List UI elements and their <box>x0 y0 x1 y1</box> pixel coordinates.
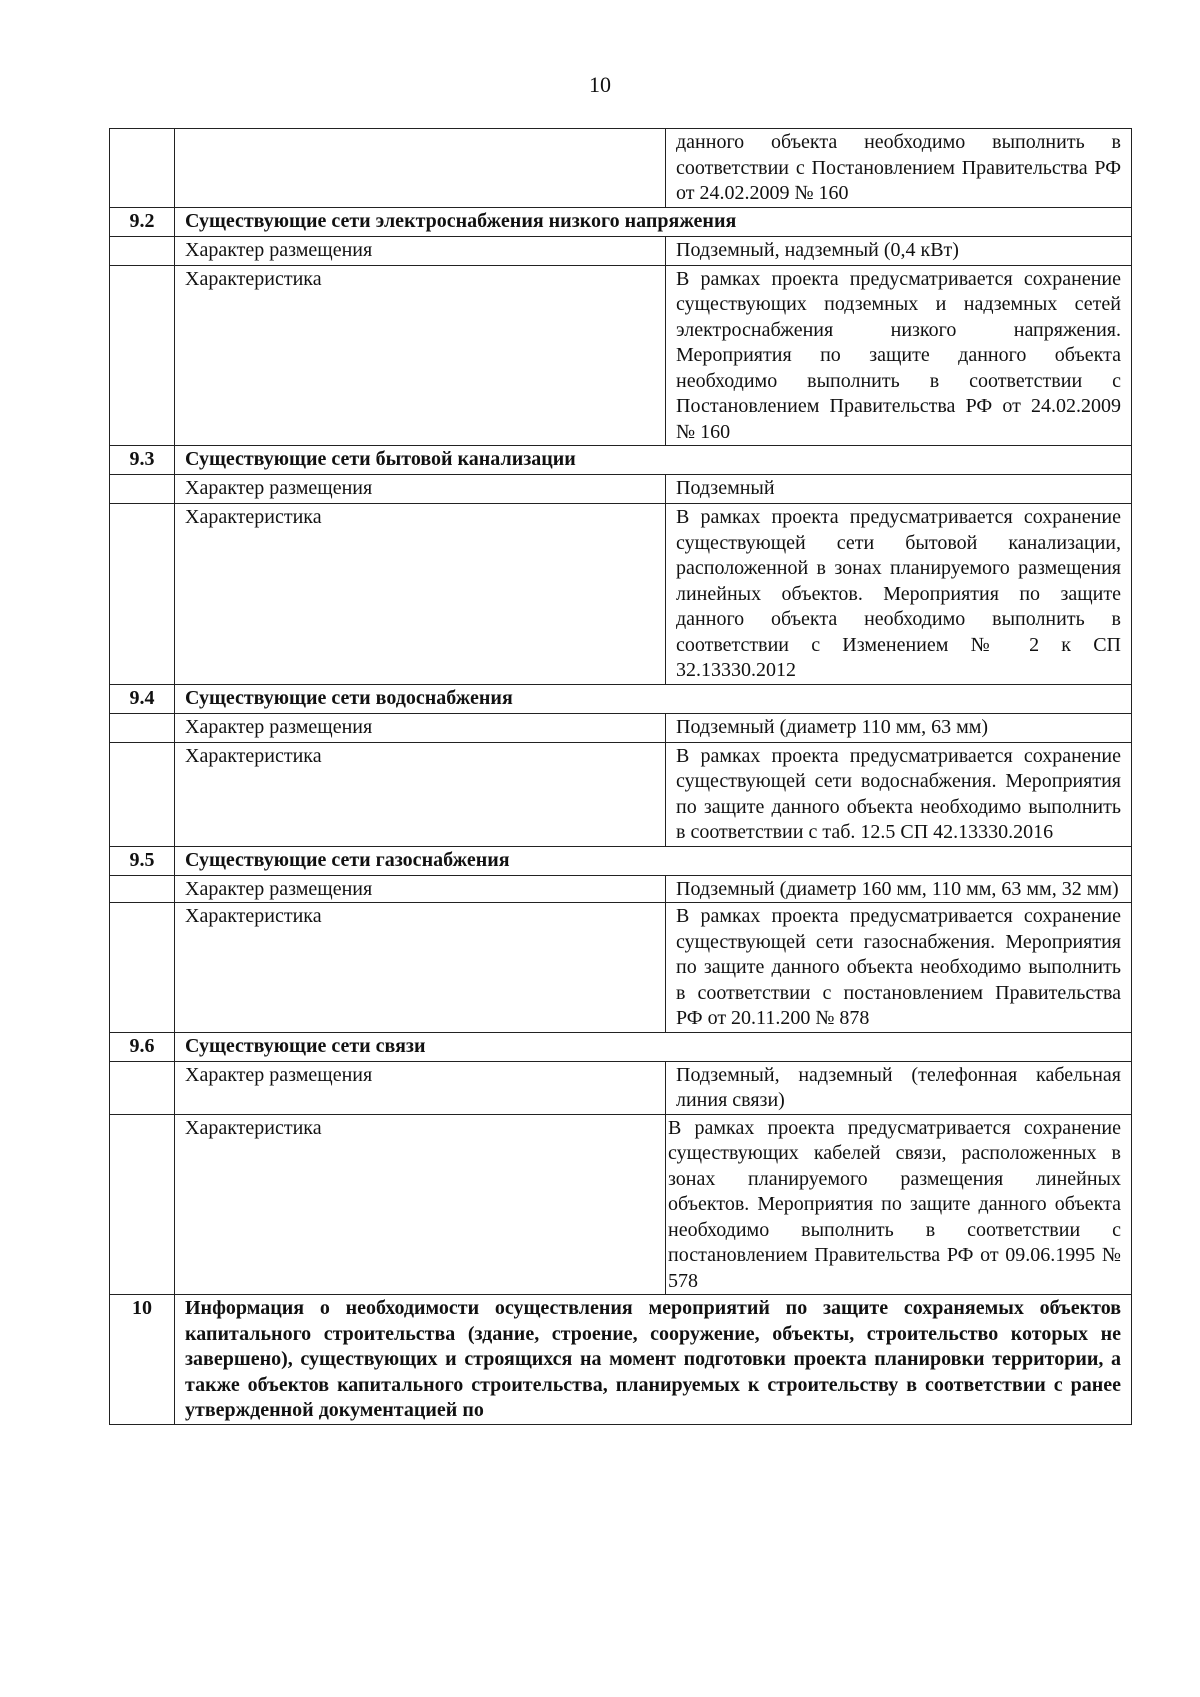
empty-num-cell <box>110 1061 175 1114</box>
characteristic-value: В рамках проекта предусматривается сохранение существующих кабелей связи, расположенных в зонах планируемого размещения линейных объектов. Мероприятия по защите данного объекта необходимо выполнить в соответствии с постановлением Правительства РФ от 09.06.1995 № 578 <box>666 1114 1132 1295</box>
placement-label: Характер размещения <box>175 1061 666 1114</box>
characteristic-row <box>110 742 1132 846</box>
page-number: 10 <box>589 72 611 97</box>
characteristic-value: В рамках проекта предусматривается сохранение существующих подземных и надземных сетей электроснабжения низкого напряжения. Мероприятия по защите данного объекта необходимо выполнить в соответствии с Постановлением Правительства РФ от 24.02.2009 № 160 <box>666 265 1132 446</box>
empty-num-cell <box>110 265 175 446</box>
empty-num-cell <box>110 875 175 903</box>
placement-label: Характер размещения <box>175 713 666 742</box>
placement-value: Подземный <box>666 475 1132 504</box>
characteristic-value: В рамках проекта предусматривается сохранение существующей сети водоснабжения. Мероприятия по защите данного объекта необходимо выполнить в соответствии с таб. 12.5 СП 42.13330.2016 <box>666 742 1132 846</box>
placement-label: Характер размещения <box>175 475 666 504</box>
continuation-num-cell <box>110 129 175 208</box>
empty-num-cell <box>110 713 175 742</box>
characteristic-label: Характеристика <box>175 265 666 446</box>
placement-value: Подземный (диаметр 160 мм, 110 мм, 63 мм, 32 мм) <box>666 875 1132 903</box>
empty-num-cell <box>110 475 175 504</box>
final-row <box>110 1295 1132 1425</box>
empty-num-cell <box>110 903 175 1033</box>
section-number: 9.6 <box>110 1032 175 1061</box>
section-number: 9.4 <box>110 684 175 713</box>
final-number: 10 <box>110 1295 175 1425</box>
placement-row <box>110 1061 1132 1114</box>
placement-row <box>110 713 1132 742</box>
characteristic-label: Характеристика <box>175 504 666 685</box>
characteristic-label: Характеристика <box>175 903 666 1033</box>
section-header-row <box>110 846 1132 875</box>
characteristic-row <box>110 504 1132 685</box>
empty-num-cell <box>110 742 175 846</box>
empty-num-cell <box>110 504 175 685</box>
placement-row <box>110 875 1132 903</box>
section-title: Существующие сети бытовой канализации <box>175 446 1132 475</box>
empty-num-cell <box>110 236 175 265</box>
section-title: Существующие сети связи <box>175 1032 1132 1061</box>
final-text: Информация о необходимости осуществления мероприятий по защите сохраняемых объектов капитального строительства (здание, строение, сооружение, объекты, строительство которых не завершено), существующих и строящихся на момент подготовки проекта планировки территории, а также объектов капитального строительства, планируемых к строительству в соответствии с ранее утвержденной документацией по <box>175 1295 1132 1425</box>
placement-label: Характер размещения <box>175 875 666 903</box>
characteristic-label: Характеристика <box>175 1114 666 1295</box>
placement-value: Подземный, надземный (телефонная кабельная линия связи) <box>666 1061 1132 1114</box>
continuation-label-cell <box>175 129 666 208</box>
characteristic-value: В рамках проекта предусматривается сохранение существующей сети газоснабжения. Мероприятия по защите данного объекта необходимо выполнить в соответствии с постановлением Правительства РФ от 20.11.200 № 878 <box>666 903 1132 1033</box>
section-header-row <box>110 207 1132 236</box>
placement-row <box>110 236 1132 265</box>
placement-label: Характер размещения <box>175 236 666 265</box>
section-header-row <box>110 684 1132 713</box>
infrastructure-table <box>109 128 1132 1425</box>
section-header-row <box>110 1032 1132 1061</box>
continuation-value: данного объекта необходимо выполнить в соответствии с Постановлением Правительства РФ от 24.02.2009 № 160 <box>666 129 1132 208</box>
empty-num-cell <box>110 1114 175 1295</box>
characteristic-row <box>110 265 1132 446</box>
section-number: 9.2 <box>110 207 175 236</box>
continuation-row <box>110 129 1132 208</box>
placement-row <box>110 475 1132 504</box>
characteristic-value: В рамках проекта предусматривается сохранение существующей сети бытовой канализации, расположенной в зонах планируемого размещения линейных объектов. Мероприятия по защите данного объекта необходимо выполнить в соответствии с Изменением № 2 к СП 32.13330.2012 <box>666 504 1132 685</box>
section-title: Существующие сети газоснабжения <box>175 846 1132 875</box>
placement-value: Подземный, надземный (0,4 кВт) <box>666 236 1132 265</box>
placement-value: Подземный (диаметр 110 мм, 63 мм) <box>666 713 1132 742</box>
characteristic-label: Характеристика <box>175 742 666 846</box>
characteristic-row <box>110 903 1132 1033</box>
section-title: Существующие сети водоснабжения <box>175 684 1132 713</box>
section-header-row <box>110 446 1132 475</box>
section-number: 9.5 <box>110 846 175 875</box>
section-number: 9.3 <box>110 446 175 475</box>
characteristic-row <box>110 1114 1132 1295</box>
section-title: Существующие сети электроснабжения низкого напряжения <box>175 207 1132 236</box>
